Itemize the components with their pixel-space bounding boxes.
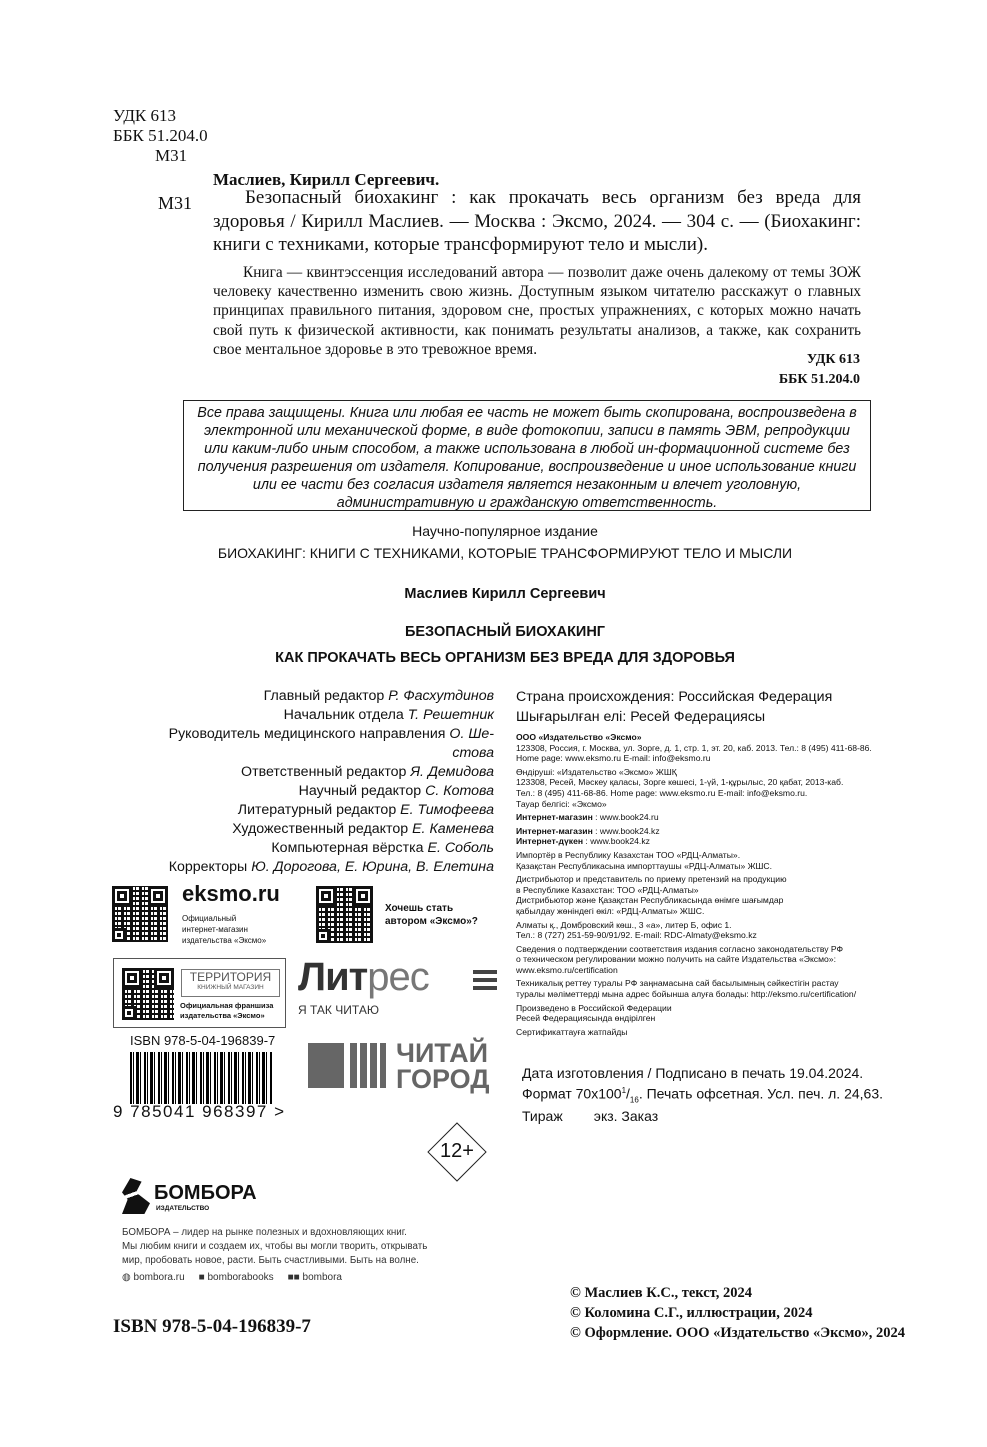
editor-role: Литературный редактор	[237, 802, 397, 818]
editor-role: Компьютерная вёрстка	[271, 840, 424, 856]
shop-url: : www.book24.kz	[583, 836, 650, 847]
editor-role: Начальник отдела	[283, 707, 404, 723]
litres-slogan: Я ТАК ЧИТАЮ	[298, 1003, 379, 1017]
print-date: Дата изготовления / Подписано в печать 19.04.2024.	[522, 1065, 864, 1081]
territory-name: ТЕРРИТОРИЯ	[189, 970, 272, 984]
bib-author-mark: М31	[158, 193, 193, 213]
shop-label: Интернет-магазин	[516, 825, 593, 836]
editor-row	[100, 782, 494, 801]
publisher-info	[516, 732, 946, 1040]
territory-qr-code[interactable]	[122, 968, 174, 1020]
trademark: Тауар белгісі: «Эксмо»	[516, 798, 607, 809]
eksmo-line: Официальный	[182, 914, 237, 923]
editor-name: Я. Демидова	[410, 764, 494, 780]
barcode-isbn: ISBN 978-5-04-196839-7	[130, 1033, 276, 1048]
print-run: Тираж экз. Заказ	[522, 1108, 659, 1125]
print-info	[522, 1065, 883, 1125]
edition-type: Научно-популярное издание	[412, 523, 598, 539]
editor-role: Корректоры	[168, 859, 248, 875]
author-call	[385, 902, 478, 928]
editor-row	[100, 725, 494, 744]
produced-ru: Произведено в Российской Федерации	[516, 1002, 672, 1013]
bib-annotation: Книга — квинтэссенция исследований автора — позволит даже очень далекому от темы ЗОЖ человеку качественно изменить свою жизнь. Доступным языком читателю расскажут о главных принципах правильного питания, здоровом сне, простых упражнениях, с которых можно начать свой путь к физической активности, как понимать результаты анализов, а также, как сохранить свое ментальное здоровье в это тревожное время.	[213, 264, 861, 358]
link-text: bomborabooks	[207, 1272, 274, 1283]
almaty-contact: Тел.: 8 (727) 251-59-90/91/92. E-mail: RDC-Almaty@eksmo.kz	[516, 930, 757, 941]
bombora-line: мир, пробовать новое, расти. Быть счастливыми. Быть на волне.	[122, 1255, 419, 1266]
editor-row	[100, 858, 494, 877]
chitai-gorod-books-icon	[350, 1043, 386, 1088]
litres-menu-icon	[473, 970, 497, 992]
shop-label: Интернет-магазин	[516, 812, 593, 823]
format-sup: 1	[621, 1086, 627, 1095]
barcode-digits: 9 785041 968397 >	[113, 1102, 286, 1121]
copyright-line: © Маслиев К.С., текст, 2024	[570, 1285, 752, 1301]
editor-row	[100, 687, 494, 706]
udk-code: УДК 613	[113, 106, 177, 125]
editor-name: стова	[452, 745, 494, 761]
editor-row	[100, 801, 494, 820]
distributor: в Республике Казахстан: ТОО «РДЦ-Алматы»	[516, 884, 699, 895]
bombora-line: БОМБОРА – лидер на рынке полезных и вдохновляющих книг.	[122, 1227, 407, 1238]
cert-ru: www.eksmo.ru/certification	[516, 964, 618, 975]
bib-bbk: ББК 51.204.0	[778, 372, 860, 387]
author-call-line: Хочешь стать	[385, 903, 454, 914]
territory-text	[180, 1001, 273, 1021]
editor-role: Художественный редактор	[232, 821, 409, 837]
almaty-address: Алматы қ., Домбровский көш., 3 «а», литер Б, офис 1.	[516, 919, 732, 930]
bombora-emblem-icon	[122, 1178, 150, 1214]
publisher-address: 123308, Россия, г. Москва, ул. Зорге, д. 1, стр. 1, эт. 20, каб. 2013. Тел.: 8 (495) 411-68-86.	[516, 742, 872, 753]
format: Формат 70x100	[522, 1085, 622, 1102]
format-rest: . Печать офсетная. Усл. печ. л. 24,63.	[638, 1085, 884, 1102]
kz-web: Тел.: 8 (495) 411-68-86. Home page: www.eksmo.ru E-mail: info@eksmo.ru.	[516, 787, 808, 798]
publisher-web: Home page: www.eksmo.ru E-mail: info@eksmo.ru	[516, 753, 711, 764]
chitai-gorod-logo	[396, 1040, 490, 1092]
link-text: bombora	[302, 1272, 342, 1283]
editor-role: Руководитель медицинского направления	[168, 726, 446, 742]
chitai-gorod-line: ГОРОД	[396, 1064, 490, 1094]
author-name: Маслиев Кирилл Сергеевич	[404, 586, 606, 602]
eksmo-line: интернет-магазин	[182, 925, 248, 934]
cert-kz: Техникалық реттеу туралы РФ заңнамасына сай басылымның сәйкестігін растау	[516, 978, 839, 989]
territory-line: Официальная франшиза	[180, 1001, 274, 1010]
copyright-line: © Оформление. ООО «Издательство «Эксмо», 2024	[570, 1325, 905, 1341]
rights-notice: Все права защищены. Книга или любая ее часть не может быть скопирована, воспроизведена в электронной или механической форме, в виде фотокопии, записи в память ЭВМ, репродукции или каким-либо иным способом, а также использована в любой ин-формационной системе без получения разрешения от издателя. Копирование, воспроизведение и иное использование книги или ее части без согласия издателя является незаконным и влечет уголовную, административную и гражданскую ответственность.	[183, 400, 871, 511]
editor-name: Ю. Дорогова, Е. Юрина, В. Елетина	[251, 859, 494, 875]
bombora-logo: БОМБОРА	[154, 1182, 257, 1204]
editor-name: Е. Тимофеева	[400, 802, 494, 818]
bib-udk: УДК 613	[806, 352, 860, 367]
editor-row	[100, 820, 494, 839]
vk-icon: ■	[198, 1272, 205, 1283]
shop-url: : www.book24.ru	[592, 812, 659, 823]
litres-a: Лит	[298, 955, 368, 999]
editor-name: Е. Соболь	[427, 840, 494, 856]
cert-kz: туралы мәліметтерді мына адрес бойынша алуға болады: http://eksmo.ru/certification/	[516, 989, 857, 1000]
distributor: қабылдау жөніндегі өкіл: «РДЦ-Алматы» ЖШС.	[516, 905, 705, 916]
author-mark: М31	[155, 146, 188, 165]
eksmo-logo: eksmo.ru	[182, 881, 280, 906]
editor-name: Р. Фасхутдинов	[388, 688, 494, 704]
publisher-name: ООО «Издательство «Эксмо»	[516, 732, 642, 742]
author-qr-code[interactable]	[316, 886, 373, 943]
litres-logo	[298, 955, 429, 1000]
kz-address: 123308, Ресей, Мәскеу қаласы, Зорге көшесі, 1-үй, 1-құрылыс, 20 қабат, 2013-каб.	[516, 777, 844, 788]
cert-ru: Сведения о подтверждении соответствия издания согласно законодательству РФ	[516, 943, 844, 954]
copyright	[570, 1283, 905, 1343]
book-subtitle: КАК ПРОКАЧАТЬ ВЕСЬ ОРГАНИЗМ БЕЗ ВРЕДА ДЛЯ ЗДОРОВЬЯ	[275, 650, 735, 666]
editor-name: Е. Каменева	[412, 821, 494, 837]
editor-role: Ответственный редактор	[241, 764, 407, 780]
bombora-sub: ИЗДАТЕЛЬСТВО	[156, 1205, 210, 1212]
bib-description: Безопасный биохакинг : как прокачать весь организм без вреда для здоровья / Кирилл Маслиев. — Москва : Эксмо, 2024. — 304 с. — (Биохакинг: книги с техниками, которые трансформируют тело и мысли).	[213, 187, 861, 255]
link-text: bombora.ru	[133, 1272, 185, 1283]
bbk-code: ББК 51.204.0	[113, 126, 208, 145]
editor-row	[100, 763, 494, 782]
isbn: ISBN 978-5-04-196839-7	[113, 1316, 311, 1337]
format-sub: 16	[629, 1095, 639, 1105]
importer: Импортёр в Республику Казахстан ТОО «РДЦ-Алматы».	[516, 849, 741, 860]
litres-b: рес	[367, 955, 429, 999]
no-cert: Сертификаттауға жатпайды	[516, 1026, 628, 1037]
barcode	[130, 1052, 272, 1104]
bombora-site-link[interactable]	[122, 1272, 185, 1283]
age-rating: 12+	[440, 1140, 474, 1162]
chitai-gorod-line: ЧИТАЙ	[396, 1038, 489, 1068]
bombora-links	[122, 1272, 342, 1283]
distributor: Дистрибьютор и представитель по приему претензий на продукцию	[516, 874, 787, 885]
produced-kz: Ресей Федерациясында өндірілген	[516, 1013, 656, 1024]
editors-list	[100, 687, 494, 877]
editor-name: С. Котова	[425, 783, 494, 799]
eksmo-line: издательства «Эксмо»	[182, 936, 267, 945]
bombora-line: Мы любим книги и создаем их, чтобы вы могли творить, открывать	[122, 1241, 428, 1252]
shop-label: Интернет-дүкен	[516, 836, 584, 847]
book-title: БЕЗОПАСНЫЙ БИОХАКИНГ	[404, 624, 606, 640]
editor-name: Т. Решетник	[407, 707, 494, 723]
bombora-telegram-link[interactable]	[288, 1272, 342, 1283]
bib-codes	[700, 350, 860, 390]
territory-sub: КНИЖНЫЙ МАГАЗИН	[197, 984, 264, 991]
editor-role: Главный редактор	[263, 688, 385, 704]
kz-producer: Өндіруші: «Издательство «Эксмо» ЖШҚ	[516, 766, 677, 777]
territory-box	[113, 958, 286, 1028]
country-ru: Страна происхождения: Российская Федерация	[516, 689, 833, 705]
editor-row	[100, 744, 494, 763]
editor-row	[100, 839, 494, 858]
author-call-line: автором «Эксмо»?	[385, 916, 478, 927]
editor-role: Научный редактор	[298, 783, 422, 799]
bib-author: Маслиев, Кирилл Сергеевич.	[213, 170, 440, 189]
importer: Қазақстан Республикасына импорттаушы «РДЦ-Алматы» ЖШС.	[516, 860, 773, 871]
shop-url: : www.book24.kz	[592, 825, 660, 836]
editor-name: О. Ше-	[449, 726, 494, 742]
telegram-icon: ■■	[287, 1272, 300, 1283]
series-title: БИОХАКИНГ: КНИГИ С ТЕХНИКАМИ, КОТОРЫЕ ТРАНСФОРМИРУЮТ ТЕЛО И МЫСЛИ	[217, 545, 793, 561]
territory-logo	[181, 969, 280, 997]
copyright-line: © Коломина С.Г., иллюстрации, 2024	[570, 1305, 813, 1321]
territory-line: издательства «Эксмо»	[180, 1011, 265, 1020]
cert-ru: о техническом регулировании можно получить на сайте Издательства «Эксмо»:	[516, 954, 836, 965]
distributor: Дистрибьютор және Қазақстан Республикасында өнімге шағымдар	[516, 895, 784, 906]
bombora-vk-link[interactable]	[199, 1272, 274, 1283]
eksmo-text	[182, 913, 266, 946]
country-kz: Шығарылған елі: Ресей Федерациясы	[516, 709, 766, 725]
globe-icon: ◍	[122, 1272, 131, 1283]
classification-codes	[113, 106, 208, 166]
chitai-gorod-icon	[308, 1043, 344, 1088]
editor-row	[100, 706, 494, 725]
eksmo-qr-code[interactable]	[112, 886, 168, 942]
bombora-text	[122, 1226, 427, 1268]
print-format: Формат $70x100^1/_{16}$. Печать офсетная. Усл. печ. л. 24,63.	[522, 1085, 884, 1105]
country-of-origin	[516, 687, 832, 727]
